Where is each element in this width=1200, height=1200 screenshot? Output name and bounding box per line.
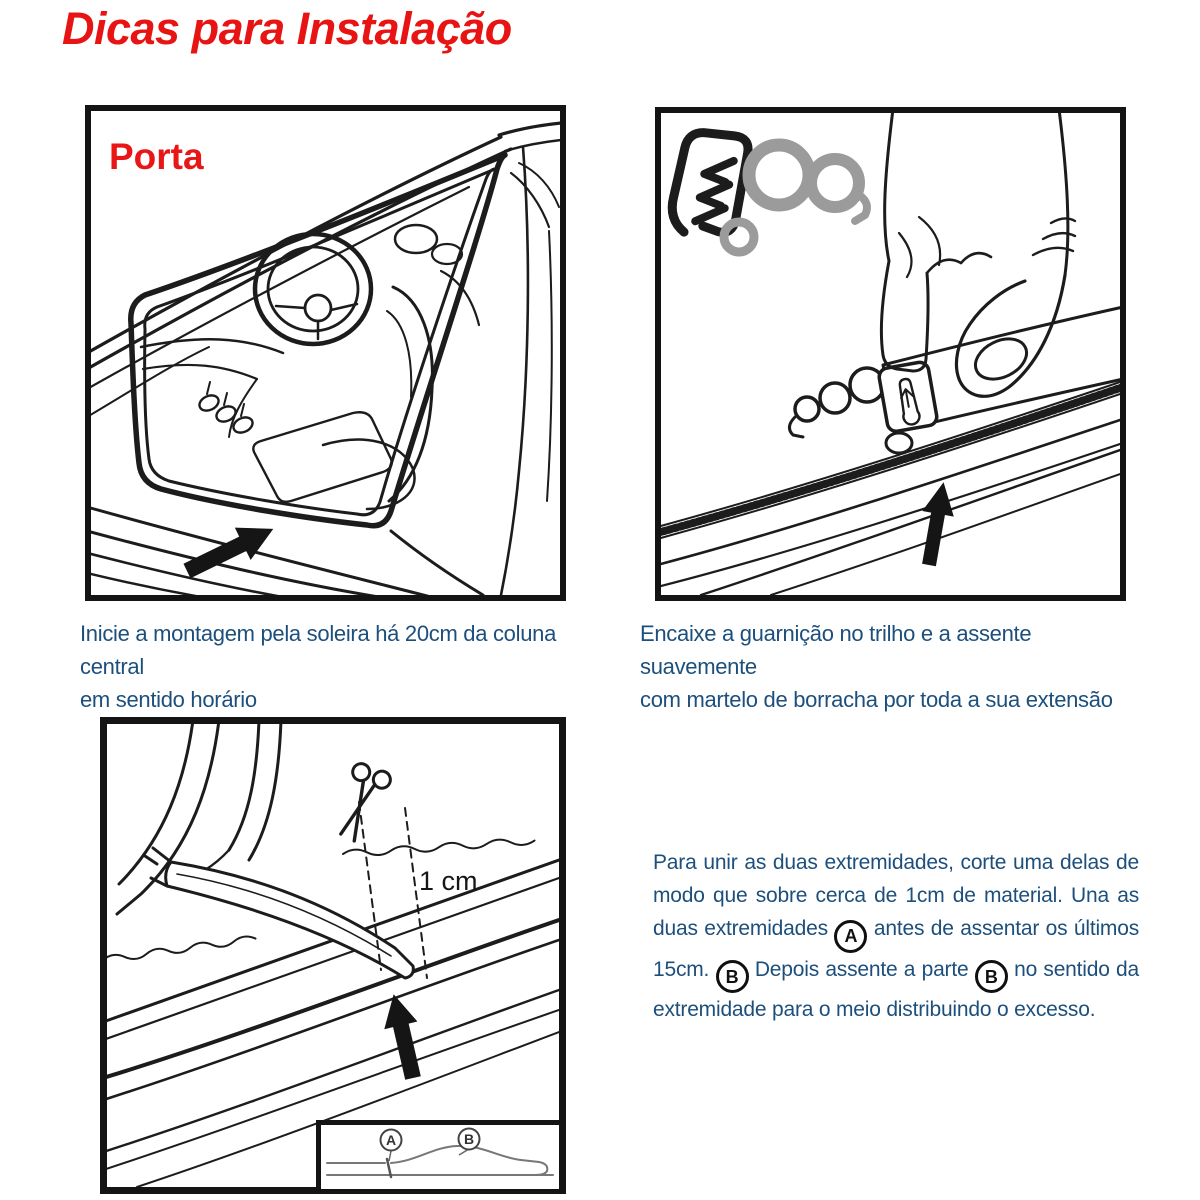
hand-press-illustration — [661, 113, 1120, 595]
joint-profile-illustration — [321, 1125, 559, 1189]
inset-label-b: B — [463, 1131, 475, 1147]
badge-a: A — [834, 920, 867, 953]
panel-door-overview — [85, 105, 566, 601]
badge-b: B — [975, 960, 1008, 993]
instruction-text: Depois assente a parte — [754, 957, 969, 981]
instruction-text: antes de assentar os últimos 15cm. — [653, 917, 1140, 981]
instruction-text: Para unir as duas extremidades, corte uma delas de modo que sobre cerca de 1cm de material. Una as duas extremidades — [653, 851, 1139, 940]
car-door-illustration — [91, 111, 560, 595]
direction-arrow-icon — [377, 990, 429, 1081]
caption-line: em sentido horário — [80, 687, 257, 712]
cut-seal-illustration — [107, 724, 559, 1187]
door-label: Porta — [109, 136, 204, 177]
instruction-text: no sentido da extremidade para o meio distribuindo o excesso. — [653, 957, 1139, 1021]
inset-label-a: A — [385, 1132, 397, 1148]
caption-press — [640, 617, 1150, 716]
panel-press-seal — [655, 107, 1126, 601]
scissors-icon — [330, 761, 392, 845]
joint-inset — [316, 1120, 564, 1194]
pedals — [197, 382, 255, 436]
joining-instructions — [653, 846, 1139, 1026]
direction-arrow-icon — [913, 479, 959, 567]
dashboard-lines — [141, 339, 283, 437]
seal-profile-icon — [670, 130, 867, 252]
measure-label: 1 cm — [419, 866, 478, 896]
caption-line: Encaixe a guarnição no trilho e a assente suavemente — [640, 621, 1032, 679]
caption-line: com martelo de borracha por toda a sua extensão — [640, 687, 1113, 712]
floor-mat — [253, 412, 391, 502]
caption-door — [80, 617, 620, 716]
caption-line: Inicie a montagem pela soleira há 20cm da coluna central — [80, 621, 557, 679]
badge-b: B — [716, 960, 749, 993]
sill-lines — [91, 507, 431, 595]
seal-strip — [789, 307, 1120, 453]
page-title: Dicas para Instalação — [62, 3, 512, 54]
